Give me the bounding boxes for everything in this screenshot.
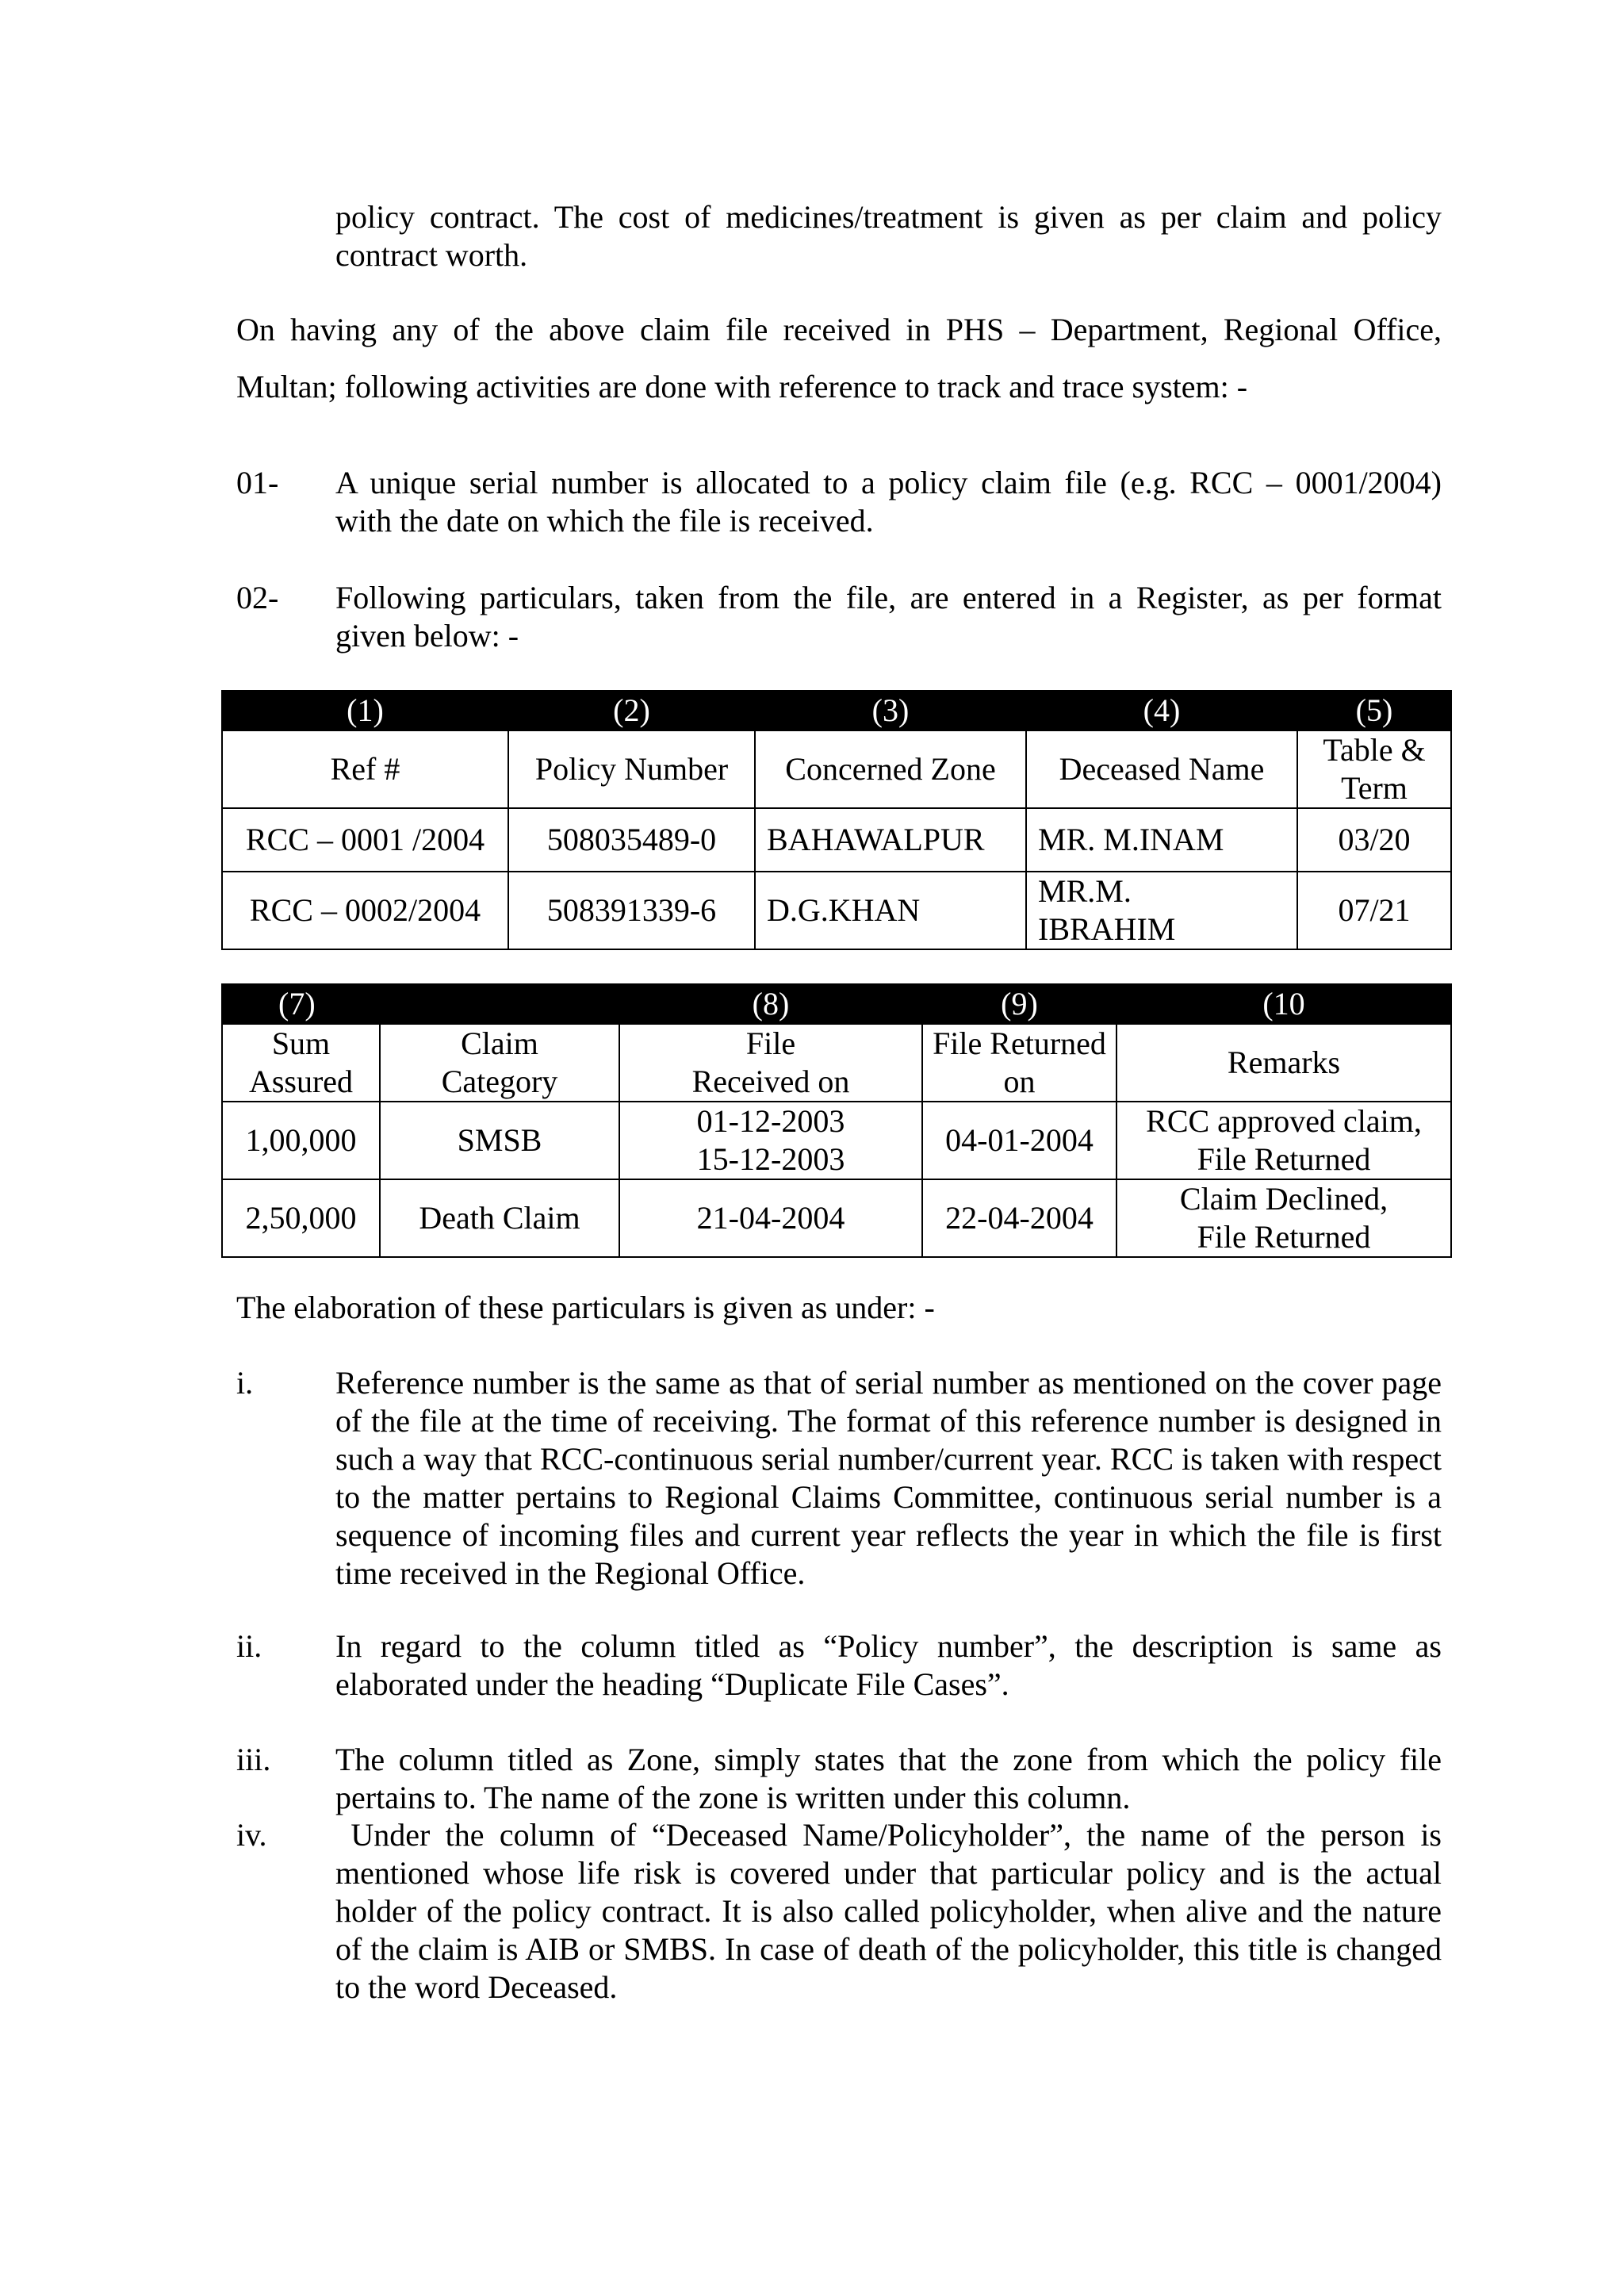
step-text-line-2: with the date on which the file is received.: [335, 503, 874, 539]
column-header: Claim Category: [380, 1024, 619, 1102]
table-cell: 04-01-2004: [922, 1102, 1116, 1179]
item-text: Reference number is the same as that of serial number as mentioned on the cover page of the file at the time of receiving. The format of this reference number is designed in such a way that RCC-continuous serial number/current year. RCC is taken with respect to the matter pertains to Regional Claims Committee, continuous serial number is a sequence of incoming files and current year reflects the year in which the file is first time received in the Regional Office.: [335, 1365, 1442, 1591]
item-text: The column titled as Zone, simply states that the zone from which the policy file pertains to. The name of the zone is written under this column.: [335, 1742, 1442, 1815]
table-cell: 1,00,000: [222, 1102, 380, 1179]
column-header: Remarks: [1116, 1024, 1451, 1102]
table-cell: 508035489-0: [508, 808, 755, 872]
table-cell: MR. M.INAM: [1026, 808, 1297, 872]
elaboration-intro: The elaboration of these particulars is given as under: -: [236, 1290, 935, 1325]
item-marker: i.: [236, 1365, 254, 1401]
claim-received-line-2: Multan; following activities are done with reference to track and trace system: -: [236, 369, 1248, 404]
table-cell: 508391339-6: [508, 872, 755, 949]
table-cell: RCC – 0002/2004: [222, 872, 508, 949]
column-header-row: [222, 730, 1451, 808]
table-cell: 2,50,000: [222, 1179, 380, 1257]
column-header: Ref #: [222, 730, 508, 808]
column-header: Concerned Zone: [755, 730, 1026, 808]
column-number: (1): [222, 691, 508, 730]
table-cell: 21-04-2004: [619, 1179, 922, 1257]
column-header: Table & Term: [1297, 730, 1451, 808]
column-header: Policy Number: [508, 730, 755, 808]
item-marker: iv.: [236, 1817, 267, 1853]
table-cell: RCC approved claim, File Returned: [1116, 1102, 1451, 1179]
intro-line-1: policy contract. The cost of medicines/treatment is given as per claim and policy: [335, 199, 1442, 235]
column-number: (8): [619, 984, 922, 1024]
column-header-row: [222, 1024, 1451, 1102]
column-header: Deceased Name: [1026, 730, 1297, 808]
item-text: In regard to the column titled as “Policy number”, the description is same as elaborated under the heading “Duplicate File Cases”.: [335, 1628, 1442, 1702]
table-cell: 03/20: [1297, 808, 1451, 872]
register-table-1: [221, 690, 1452, 950]
column-number: (7): [222, 984, 380, 1024]
column-number: (10: [1116, 984, 1451, 1024]
table-cell: RCC – 0001 /2004: [222, 808, 508, 872]
register-table-2: [221, 983, 1452, 1258]
table-cell: Claim Declined, File Returned: [1116, 1179, 1451, 1257]
column-header: File Returned on: [922, 1024, 1116, 1102]
table-cell: SMSB: [380, 1102, 619, 1179]
column-number-row: [222, 691, 1451, 730]
item-text: Under the column of “Deceased Name/Policyholder”, the name of the person is mentioned whose life risk is covered under that particular policy and is the actual holder of the policy contract. It is also called policyholder, when alive and the nature of the claim is AIB or SMBS. In case of death of the policyholder, this title is changed to the word Deceased.: [335, 1817, 1450, 2005]
column-number: (4): [1026, 691, 1297, 730]
column-header: File Received on: [619, 1024, 922, 1102]
table-cell: 07/21: [1297, 872, 1451, 949]
column-number: [380, 984, 619, 1024]
column-number: (9): [922, 984, 1116, 1024]
step-text-line-1: A unique serial number is allocated to a policy claim file (e.g. RCC – 0001/2004): [335, 465, 1442, 500]
claim-received-line-1: On having any of the above claim file received in PHS – Department, Regional Office,: [236, 312, 1442, 347]
column-number: (2): [508, 691, 755, 730]
table-cell: 01-12-2003 15-12-2003: [619, 1102, 922, 1179]
table-row: [222, 808, 1451, 872]
column-number: (3): [755, 691, 1026, 730]
table-cell: Death Claim: [380, 1179, 619, 1257]
step-text-line-1: Following particulars, taken from the file, are entered in a Register, as per format: [335, 580, 1442, 615]
column-number: (5): [1297, 691, 1451, 730]
item-marker: iii.: [236, 1742, 271, 1777]
table-cell: MR.M. IBRAHIM: [1026, 872, 1297, 949]
column-number-row: [222, 984, 1451, 1024]
column-header: Sum Assured: [222, 1024, 380, 1102]
table-row: [222, 872, 1451, 949]
table-cell: 22-04-2004: [922, 1179, 1116, 1257]
item-marker: ii.: [236, 1628, 262, 1664]
table-cell: BAHAWALPUR: [755, 808, 1026, 872]
step-marker: 01-: [236, 465, 279, 500]
table-cell: D.G.KHAN: [755, 872, 1026, 949]
table-row: [222, 1102, 1451, 1179]
table-row: [222, 1179, 1451, 1257]
step-marker: 02-: [236, 580, 279, 615]
intro-line-2: contract worth.: [335, 237, 528, 273]
step-text-line-2: given below: -: [335, 618, 519, 654]
